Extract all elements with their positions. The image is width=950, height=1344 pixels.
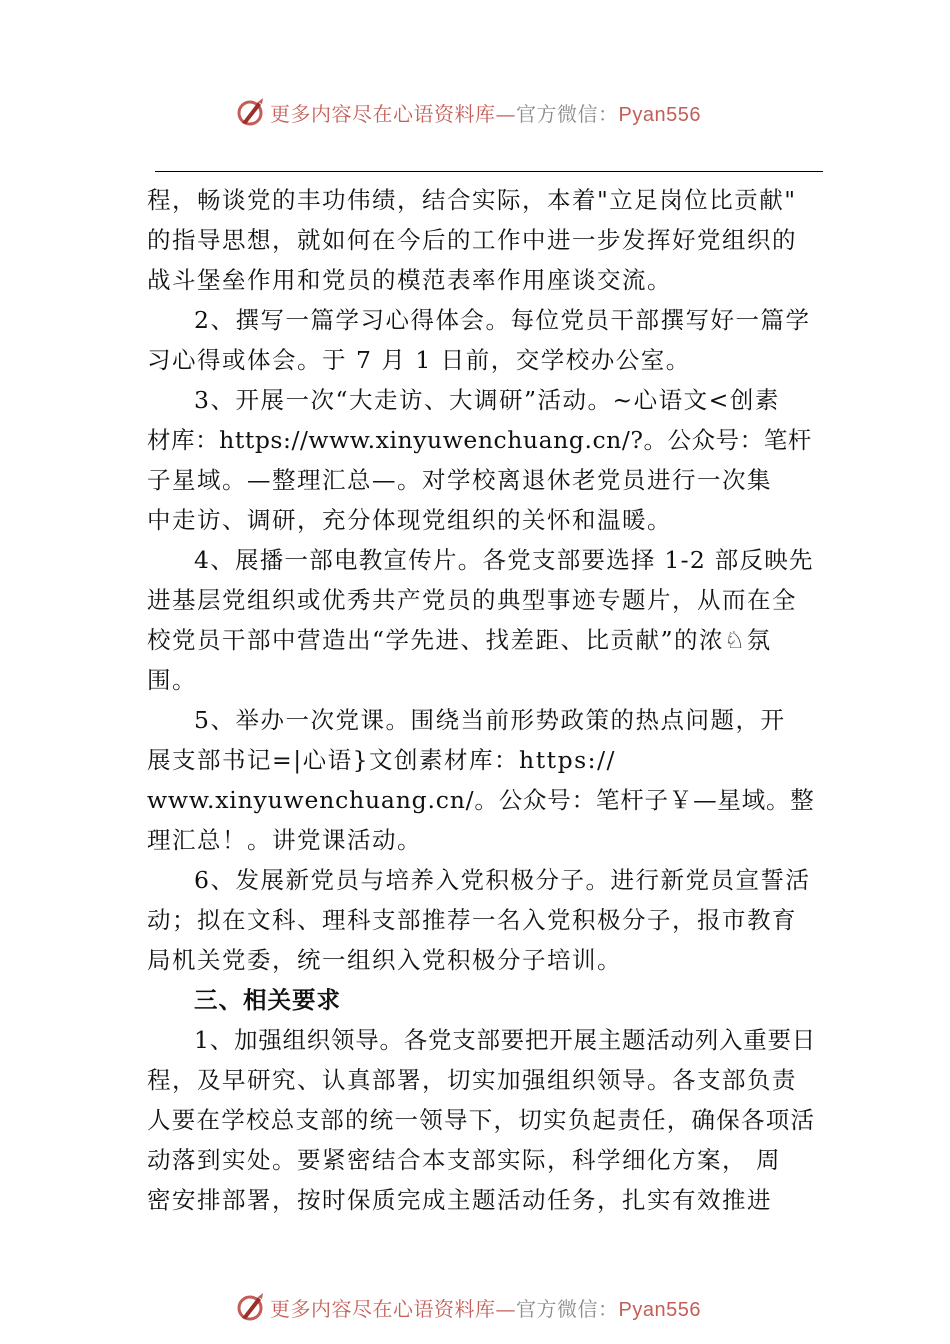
header-wechat-id: Pyan556 bbox=[618, 104, 701, 126]
page-header bbox=[0, 92, 950, 132]
text-line: 展支部书记=|心语}文创素材库：https:// bbox=[147, 746, 616, 774]
paragraph-item-4: 4、展播一部电教宣传片。各党支部要选择 1-2 部反映先 bbox=[194, 546, 814, 574]
text-line: 中走访、调研，充分体现党组织的关怀和温暖。 bbox=[147, 506, 672, 534]
paragraph-item-1: 1、加强组织领导。各党支部要把开展主题活动列入重要日 bbox=[194, 1026, 816, 1054]
text-line: 局机关党委，统一组织入党积极分子培训。 bbox=[147, 946, 622, 974]
paragraph-item-6: 6、发展新党员与培养入党积极分子。进行新党员宣誓活 bbox=[194, 866, 811, 894]
text-line: 密安排部署，按时保质完成主题活动任务，扎实有效推进 bbox=[147, 1186, 772, 1214]
document-body bbox=[147, 180, 819, 1220]
text-line: 程，及早研究、认真部署，切实加强组织领导。各支部负责 bbox=[147, 1066, 797, 1094]
quill-circle-icon bbox=[236, 1291, 266, 1323]
text-line: 动；拟在文科、理科支部推荐一名入党积极分子，报市教育 bbox=[147, 906, 797, 934]
text-line: 程，畅谈党的丰功伟绩，结合实际，本着"立足岗位比贡献" bbox=[147, 186, 797, 214]
paragraph-item-2: 2、撰写一篇学习心得体会。每位党员干部撰写好一篇学 bbox=[194, 306, 811, 334]
text-line: 材库：https://www.xinyuwenchuang.cn/?。公众号：笔杆 bbox=[147, 426, 812, 454]
header-separator: — bbox=[495, 102, 516, 126]
header-brand bbox=[270, 98, 701, 127]
paragraph-item-5: 5、举办一次党课。围绕当前形势政策的热点问题，开 bbox=[194, 706, 786, 734]
text-line: 围。 bbox=[147, 666, 197, 694]
header-brand-text: 更多内容尽在心语资料库 bbox=[270, 102, 496, 126]
header-wechat-label: 官方微信： bbox=[516, 102, 619, 126]
text-line: 子星域。—整理汇总—。对学校离退休老党员进行一次集 bbox=[147, 466, 772, 494]
footer-wechat-id: Pyan556 bbox=[618, 1299, 701, 1321]
footer-brand bbox=[270, 1293, 701, 1322]
header-divider bbox=[155, 171, 823, 172]
text-line: 的指导思想，就如何在今后的工作中进一步发挥好党组织的 bbox=[147, 226, 797, 254]
quill-circle-icon bbox=[236, 96, 266, 128]
footer-separator: — bbox=[495, 1297, 516, 1321]
text-line: 战斗堡垒作用和党员的模范表率作用座谈交流。 bbox=[147, 266, 672, 294]
footer-wechat-label: 官方微信： bbox=[516, 1297, 619, 1321]
footer-brand-text: 更多内容尽在心语资料库 bbox=[270, 1297, 496, 1321]
text-line: 校党员干部中营造出“学先进、找差距、比贡献”的浓♘氛 bbox=[147, 626, 772, 654]
text-line: 理汇总！。讲党课活动。 bbox=[147, 826, 422, 854]
text-line: 进基层党组织或优秀共产党员的典型事迹专题片，从而在全 bbox=[147, 586, 797, 614]
section-heading: 三、相关要求 bbox=[194, 986, 341, 1014]
text-line: www.xinyuwenchuang.cn/。公众号：笔杆子￥—星域。整 bbox=[147, 786, 815, 814]
paragraph-item-3: 3、开展一次“大走访、大调研”活动。~心语文<创素 bbox=[194, 386, 780, 414]
text-line: 人要在学校总支部的统一领导下，切实负起责任，确保各项活 bbox=[147, 1106, 816, 1134]
text-line: 动落到实处。要紧密结合本支部实际，科学细化方案， 周 bbox=[147, 1146, 781, 1174]
page-footer bbox=[0, 1287, 950, 1327]
text-line: 习心得或体会。于 7 月 1 日前，交学校办公室。 bbox=[147, 346, 691, 374]
